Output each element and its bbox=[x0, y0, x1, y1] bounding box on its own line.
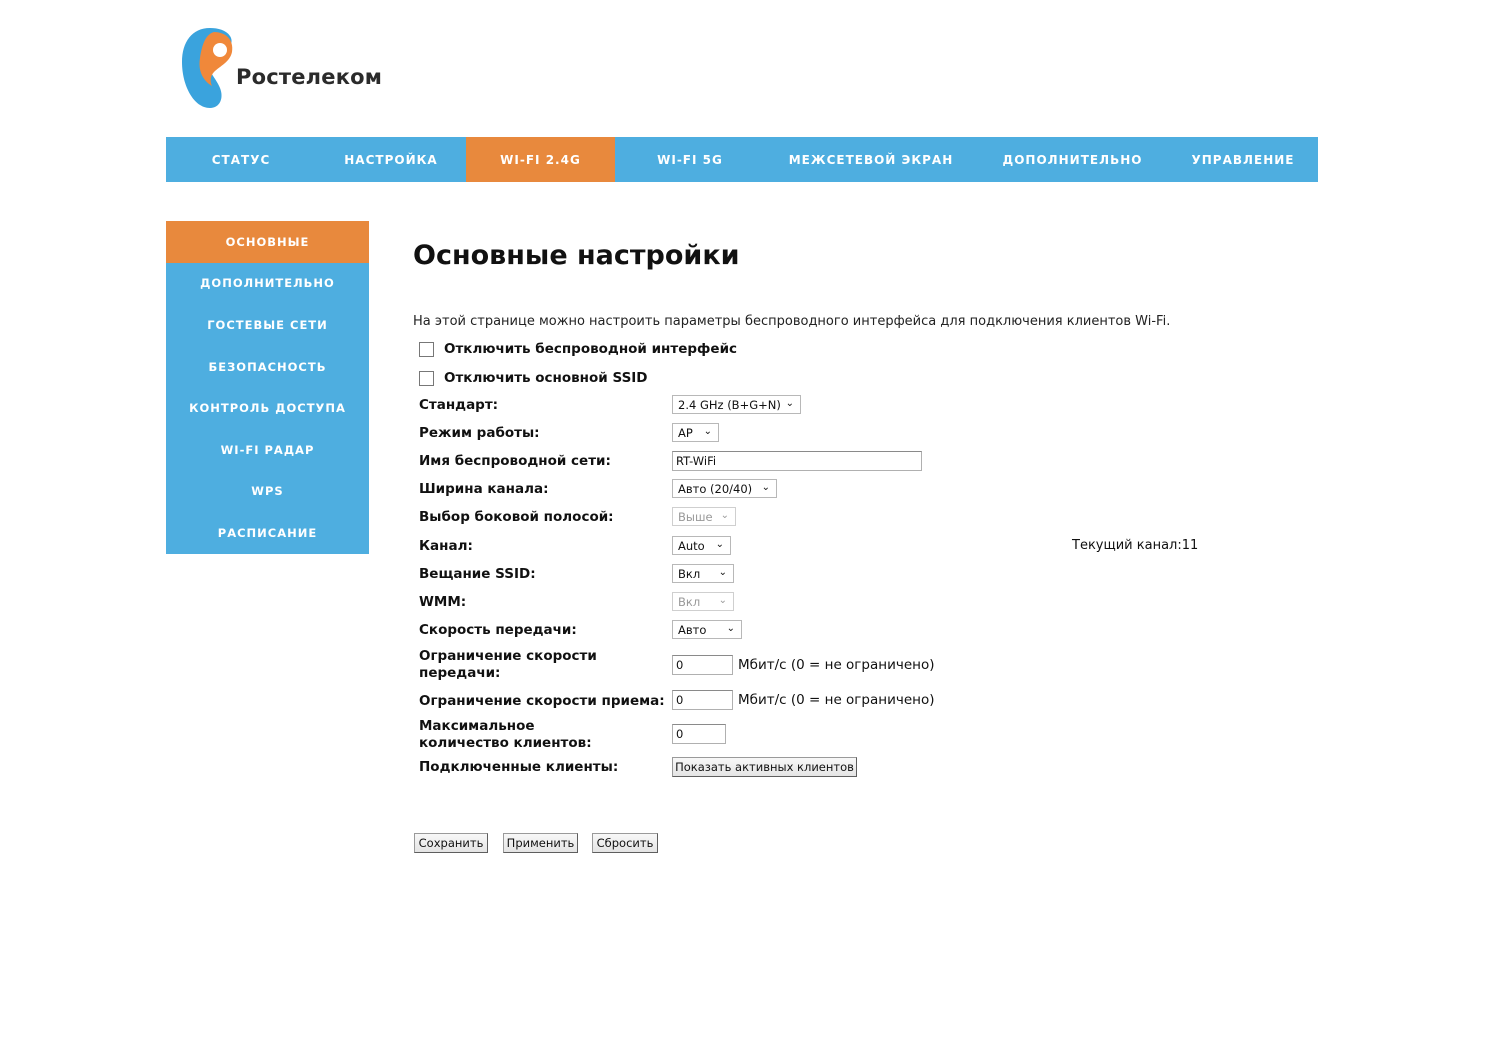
reset-button[interactable]: Сбросить bbox=[592, 833, 658, 853]
disable-main-ssid-checkbox[interactable] bbox=[419, 371, 434, 386]
top-nav-firewall[interactable]: МЕЖСЕТЕВОЙ ЭКРАН bbox=[788, 152, 954, 167]
top-nav bbox=[166, 137, 1318, 182]
top-nav-advanced[interactable]: ДОПОЛНИТЕЛЬНО bbox=[1002, 152, 1143, 167]
logo-mark-icon bbox=[180, 26, 236, 110]
mode-label: Режим работы: bbox=[419, 425, 540, 441]
disable-wireless-checkbox[interactable] bbox=[419, 342, 434, 357]
ssid-broadcast-select[interactable] bbox=[672, 564, 734, 583]
disable-main-ssid-row bbox=[419, 370, 648, 386]
standard-value: 2.4 GHz (B+G+N) bbox=[678, 397, 781, 412]
disable-wireless-row bbox=[419, 341, 737, 357]
top-nav-wifi-24g[interactable]: WI-FI 2.4G bbox=[466, 137, 615, 182]
brand-name: Ростелеком bbox=[236, 65, 383, 89]
tx-rate-value: Авто bbox=[678, 622, 707, 637]
show-active-clients-button[interactable]: Показать активных клиентов bbox=[672, 757, 857, 777]
chevron-down-icon: ⌄ bbox=[715, 539, 724, 550]
top-nav-wifi-5g[interactable]: WI-FI 5G bbox=[657, 152, 723, 167]
sideband-select[interactable] bbox=[672, 507, 736, 526]
top-nav-management[interactable]: УПРАВЛЕНИЕ bbox=[1191, 152, 1295, 167]
side-nav-advanced[interactable]: ДОПОЛНИТЕЛЬНО bbox=[200, 276, 335, 291]
chevron-down-icon: ⌄ bbox=[761, 482, 770, 493]
page-description: На этой странице можно настроить параметры беспроводного интерфейса для подключения клиентов Wi-Fi. bbox=[413, 314, 1171, 329]
wmm-value: Вкл bbox=[678, 594, 701, 609]
ssid-label: Имя беспроводной сети: bbox=[419, 453, 611, 469]
chevron-down-icon: ⌄ bbox=[785, 398, 794, 409]
top-nav-status[interactable]: СТАТУС bbox=[211, 152, 271, 167]
top-nav-settings[interactable]: НАСТРОЙКА bbox=[344, 152, 438, 167]
chevron-down-icon: ⌄ bbox=[720, 510, 729, 521]
chevron-down-icon: ⌄ bbox=[718, 567, 727, 578]
wmm-label: WMM: bbox=[419, 594, 467, 610]
sideband-label: Выбор боковой полосой: bbox=[419, 509, 614, 525]
rx-limit-input[interactable]: 0 bbox=[672, 690, 733, 710]
page-title: Основные настройки bbox=[413, 240, 740, 271]
tx-rate-label: Скорость передачи: bbox=[419, 622, 577, 638]
standard-select[interactable] bbox=[672, 395, 801, 414]
save-button[interactable]: Сохранить bbox=[414, 833, 488, 853]
tx-rate-select[interactable] bbox=[672, 620, 742, 639]
channel-select[interactable] bbox=[672, 536, 731, 555]
logo bbox=[180, 26, 400, 116]
side-nav-wps[interactable]: WPS bbox=[251, 484, 284, 499]
tx-limit-unit: Мбит/с (0 = не ограничено) bbox=[738, 657, 935, 673]
ssid-input[interactable]: RT-WiFi bbox=[672, 451, 922, 471]
ssid-broadcast-label: Вещание SSID: bbox=[419, 566, 536, 582]
mode-value: AP bbox=[678, 425, 693, 440]
channel-width-select[interactable] bbox=[672, 479, 777, 498]
connected-clients-label: Подключенные клиенты: bbox=[419, 759, 619, 775]
side-nav-basic[interactable]: ОСНОВНЫЕ bbox=[166, 221, 369, 263]
mode-select[interactable] bbox=[672, 423, 719, 442]
side-nav-guest-networks[interactable]: ГОСТЕВЫЕ СЕТИ bbox=[207, 317, 328, 332]
disable-wireless-label: Отключить беспроводной интерфейс bbox=[444, 341, 738, 357]
ssid-broadcast-value: Вкл bbox=[678, 566, 701, 581]
chevron-down-icon: ⌄ bbox=[718, 595, 727, 606]
max-clients-label: Максимальное количество клиентов: bbox=[419, 718, 592, 751]
tx-limit-label: Ограничение скорости передачи: bbox=[419, 648, 597, 681]
wmm-select[interactable] bbox=[672, 592, 734, 611]
disable-main-ssid-label: Отключить основной SSID bbox=[444, 370, 648, 386]
side-nav-schedule[interactable]: РАСПИСАНИЕ bbox=[217, 525, 318, 540]
standard-label: Стандарт: bbox=[419, 397, 499, 413]
side-nav-access-control[interactable]: КОНТРОЛЬ ДОСТУПА bbox=[189, 401, 346, 416]
tx-limit-input[interactable]: 0 bbox=[672, 655, 733, 675]
side-nav-security[interactable]: БЕЗОПАСНОСТЬ bbox=[208, 359, 327, 374]
side-nav bbox=[166, 221, 369, 554]
channel-width-label: Ширина канала: bbox=[419, 481, 549, 497]
channel-label: Канал: bbox=[419, 538, 473, 554]
chevron-down-icon: ⌄ bbox=[726, 623, 735, 634]
side-nav-wifi-radar[interactable]: WI-FI РАДАР bbox=[220, 442, 315, 457]
sideband-value: Выше bbox=[678, 509, 713, 524]
apply-button[interactable]: Применить bbox=[503, 833, 578, 853]
rx-limit-label: Ограничение скорости приема: bbox=[419, 693, 665, 709]
max-clients-input[interactable]: 0 bbox=[672, 724, 726, 744]
channel-width-value: Авто (20/40) bbox=[678, 481, 753, 496]
chevron-down-icon: ⌄ bbox=[703, 426, 712, 437]
channel-value: Auto bbox=[678, 538, 705, 553]
current-channel: Текущий канал:11 bbox=[1072, 538, 1199, 553]
rx-limit-unit: Мбит/с (0 = не ограничено) bbox=[738, 692, 935, 708]
